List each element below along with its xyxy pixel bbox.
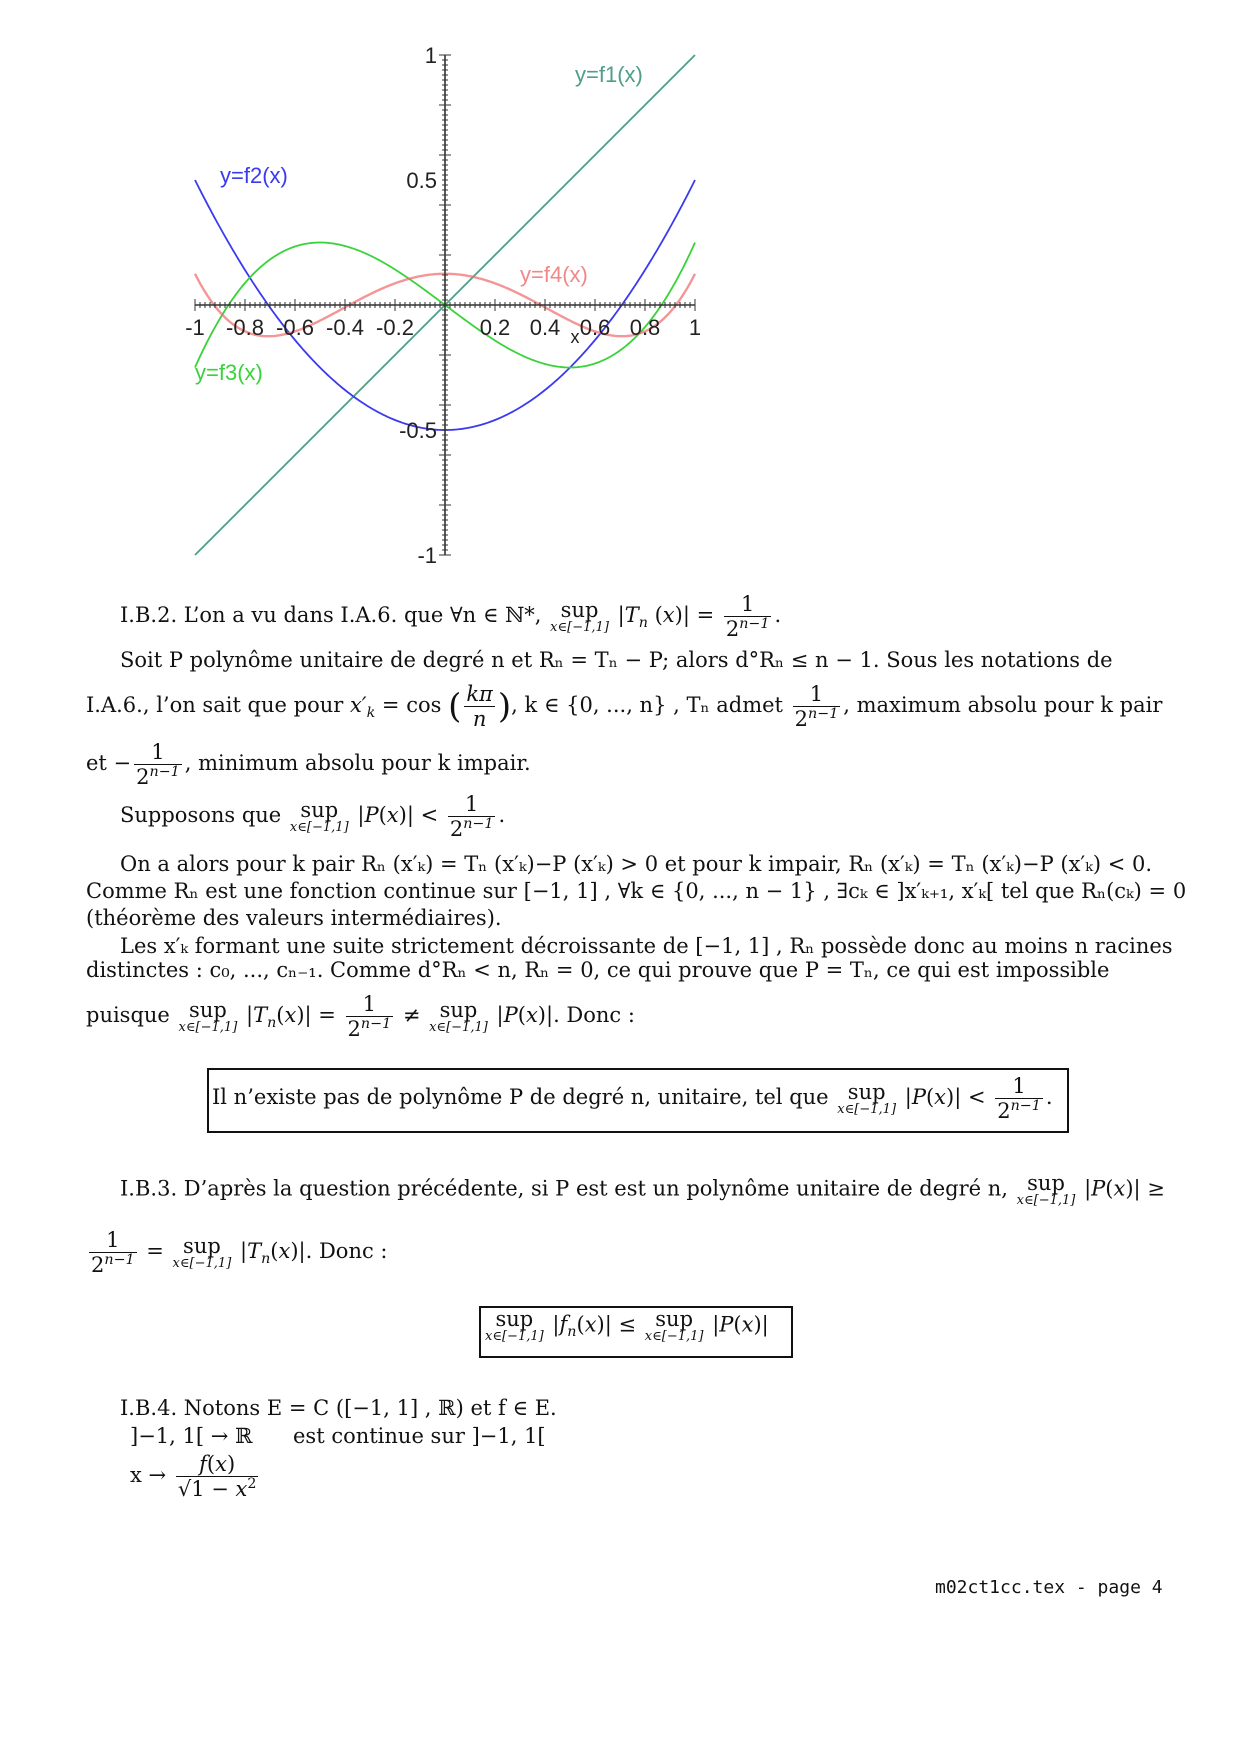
para-3: et − $\frac{1}{2^{n-1}}$ , minimum absolu pour k impair. [86,740,531,790]
x-tick-label: -1 [185,315,205,340]
y-tick-label: 0.5 [406,168,437,193]
ib3-cont: $\frac{1}{2^{n-1}}$ = sup x∈[−1,1] $|T_n(x)|$. Donc : [91,1228,388,1278]
ib2-heading: I.B.2. L’on a vu dans I.A.6. que ∀n ∈ ℕ*, sup x∈[−1,1] $|T_n$ (x)| = $\frac{1}{2^{n-1}}$ . [120,592,782,642]
para-9: distinctes : c₀, ..., cₙ₋₁. Comme d°Rₙ < n, Rₙ = 0, ce qui prouve que P = Tₙ, ce qui est impossible [86,958,1110,982]
para-1: Soit P polynôme unitaire de degré n et Rₙ = Tₙ − P; alors d°Rₙ ≤ n − 1. Sous les notations de [120,648,1113,672]
y-tick-label: 1 [424,43,437,68]
ib3-heading: I.B.3. D’après la question précédente, si P est est un polynôme unitaire de degré n, sup x∈[−1,1] |P(x)| ≥ [120,1171,1165,1209]
x-tick-label: -0.8 [226,315,264,340]
x-tick-label: -0.2 [376,315,414,340]
para-7: (théorème des valeurs intermédiaires). [86,906,502,930]
y-tick-label: -1 [417,543,437,568]
x-tick-label: 0.8 [629,315,661,340]
x-tick-label: -0.6 [276,315,314,340]
ib4-function: x → $\frac{f(x)}{√1 - x^2}$ [130,1452,257,1502]
x-tick-label: 0.2 [479,315,511,340]
para-8: Les x′ₖ formant une suite strictement décroissante de [−1, 1] , Rₙ possède donc au moins n racines [120,934,1173,958]
result-2: sup x∈[−1,1] $|f_n(x)|$ ≤ sup x∈[−1,1] |P(x)| [485,1307,769,1345]
ib4-map: ]−1, 1[ → ℝ [130,1424,253,1448]
ib4-continuity: est continue sur ]−1, 1[ [293,1424,546,1448]
function-plot [0,0,1240,580]
series-label-3: y=f3(x) [195,360,263,385]
series-label-1: y=f1(x) [575,62,643,87]
x-tick-label: 0.4 [529,315,561,340]
para-10: puisque sup x∈[−1,1] $|T_n(x)|$ = $\frac{1}{2^{n-1}}$ ≠ sup x∈[−1,1] |P(x)|. Donc : [86,992,635,1042]
page-footer: m02ct1cc.tex - page 4 [935,1577,1163,1598]
x-axis-label: x [570,327,580,347]
ib4-heading: I.B.4. Notons E = C ([−1, 1] , ℝ) et f ∈ E. [120,1396,557,1420]
x-tick-label: -0.4 [326,315,364,340]
para-6: Comme Rₙ est une fonction continue sur [−1, 1] , ∀k ∈ {0, ..., n − 1} , ∃cₖ ∈ ]x′ₖ₊₁, x′ₖ[ tel que Rₙ(cₖ) = 0 [86,879,1187,903]
result-1: Il n’existe pas de polynôme P de degré n, unitaire, tel que sup x∈[−1,1] |P(x)| < $\frac{1}{2^{n-1}}$ . [212,1074,1053,1124]
para-4: Supposons que sup x∈[−1,1] |P(x)| < $\frac{1}{2^{n-1}}$ . [120,792,506,842]
y-tick-label: -0.5 [399,418,437,443]
series-label-2: y=f2(x) [220,163,288,188]
para-2: I.A.6., l’on sait que pour $x'_k = \cos$ ( $\frac{k\pi}{n}$ ), k ∈ {0, ..., n} , Tₙ admet $\frac{1}{2^{n-1}}$ , maximum absolu pour k pair [86,682,1163,732]
para-5: On a alors pour k pair Rₙ (x′ₖ) = Tₙ (x′ₖ)−P (x′ₖ) > 0 et pour k impair, Rₙ (x′ₖ) = Tₙ (x′ₖ)−P (x′ₖ) < 0. [120,852,1153,876]
x-tick-label: 0.6 [579,315,611,340]
x-tick-label: 1 [688,315,702,340]
series-label-4: y=f4(x) [520,262,588,287]
